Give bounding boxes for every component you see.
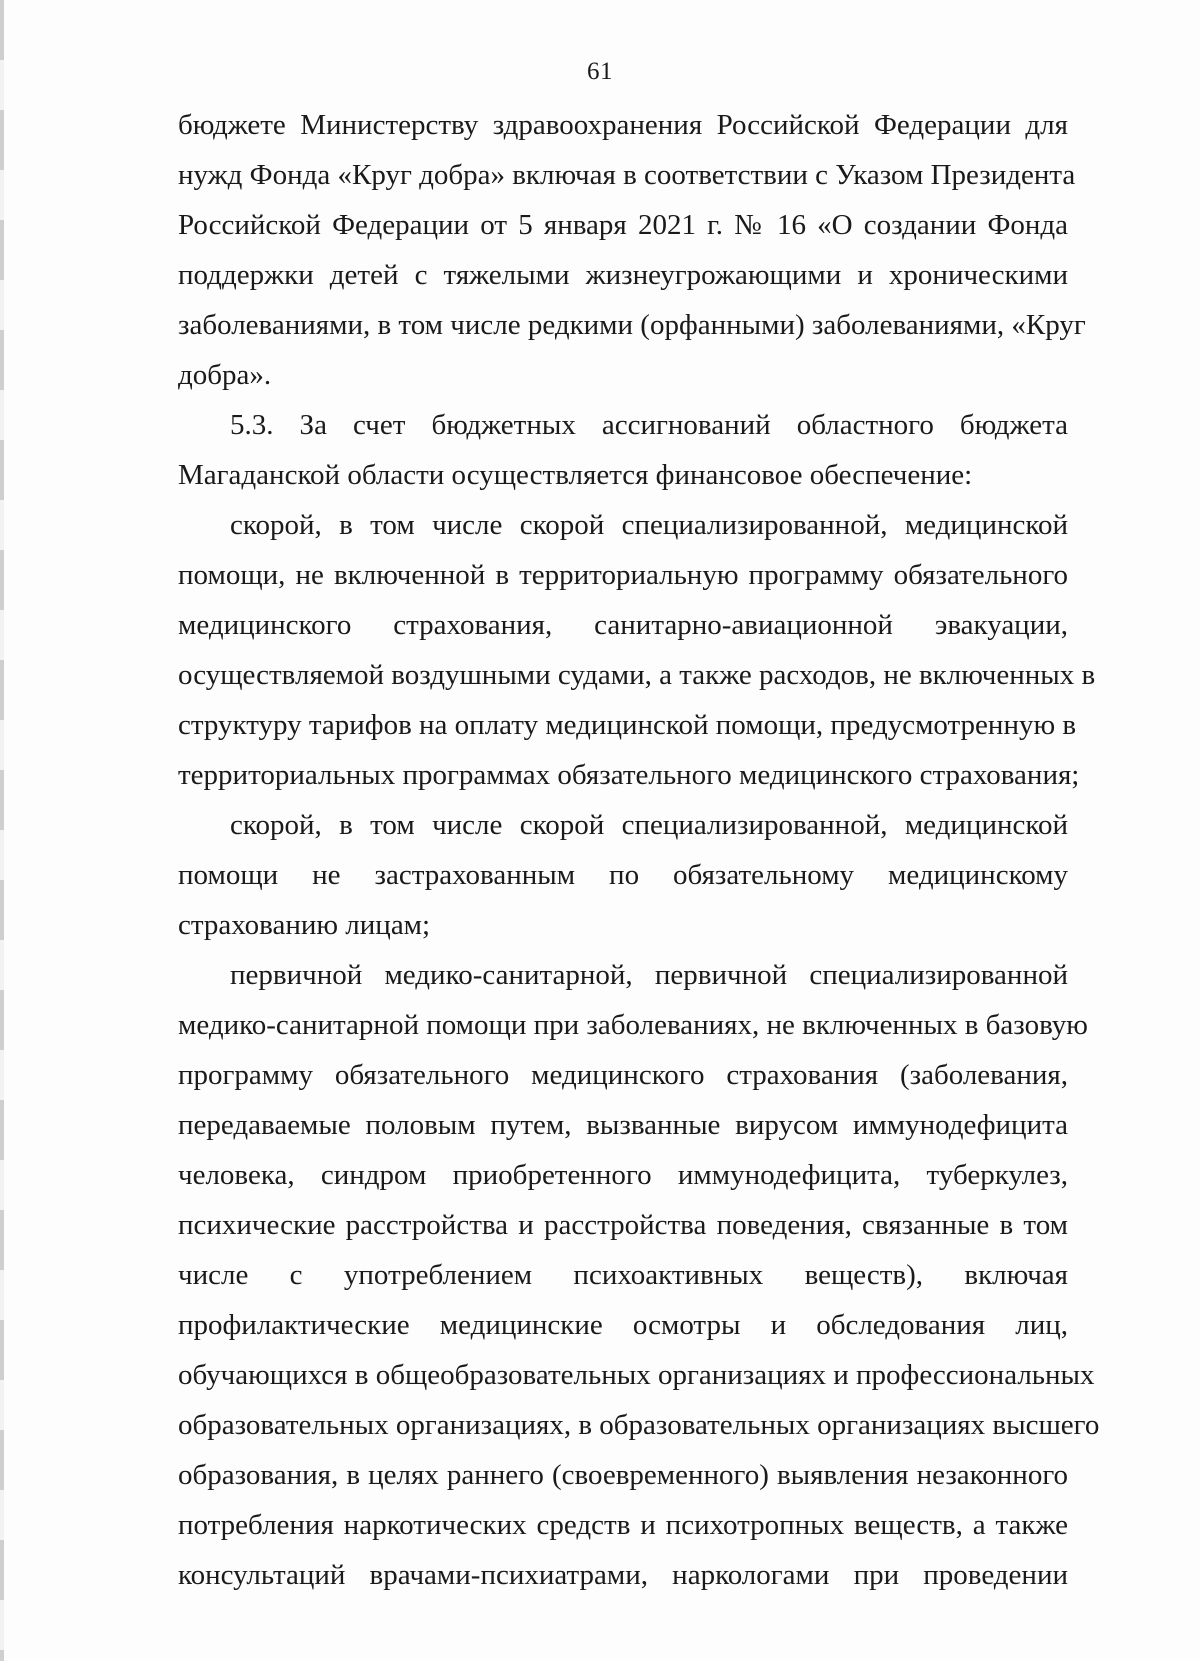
document-body <box>178 100 1100 1600</box>
text-line: образовательных организациях, в образовательных организациях высшего <box>178 1409 1100 1441</box>
text-line: территориальных программах обязательного медицинского страхования; <box>178 759 1080 791</box>
text-line: человека, синдром приобретенного иммунодефицита, туберкулез, <box>178 1159 1068 1191</box>
scan-edge <box>0 0 4 1661</box>
text-line: 5.3. За счет бюджетных ассигнований областного бюджета <box>230 409 1068 441</box>
text-line: медико-санитарной помощи при заболеваниях, не включенных в базовую <box>178 1009 1088 1041</box>
text-line: структуру тарифов на оплату медицинской помощи, предусмотренную в <box>178 709 1077 741</box>
text-line: Российской Федерации от 5 января 2021 г. № 16 «О создании Фонда <box>178 209 1068 241</box>
text-line: первичной медико-санитарной, первичной специализированной <box>230 959 1068 991</box>
text-line: страхованию лицам; <box>178 909 431 941</box>
text-line: профилактические медицинские осмотры и обследования лиц, <box>178 1309 1068 1341</box>
text-line: помощи, не включенной в территориальную программу обязательного <box>178 559 1068 591</box>
text-line: консультаций врачами-психиатрами, наркологами при проведении <box>178 1559 1068 1591</box>
text-line: психические расстройства и расстройства поведения, связанные в том <box>178 1209 1068 1241</box>
page-number: 61 <box>587 58 613 85</box>
text-line: нужд Фонда «Круг добра» включая в соответствии с Указом Президента <box>178 159 1076 191</box>
text-line: Магаданской области осуществляется финансовое обеспечение: <box>178 459 973 491</box>
text-line: помощи не застрахованным по обязательному медицинскому <box>178 859 1068 891</box>
text-line: передаваемые половым путем, вызванные вирусом иммунодефицита <box>178 1109 1068 1141</box>
text-line: заболеваниями, в том числе редкими (орфанными) заболеваниями, «Круг <box>178 309 1086 341</box>
text-line: программу обязательного медицинского страхования (заболевания, <box>178 1059 1068 1091</box>
text-line: медицинского страхования, санитарно-авиационной эвакуации, <box>178 609 1068 641</box>
text-line: добра». <box>178 359 272 391</box>
text-line: числе с употреблением психоактивных веществ), включая <box>178 1259 1068 1291</box>
text-line: обучающихся в общеобразовательных организациях и профессиональных <box>178 1359 1095 1391</box>
text-line: осуществляемой воздушными судами, а также расходов, не включенных в <box>178 659 1096 691</box>
text-line: бюджете Министерству здравоохранения Российской Федерации для <box>178 109 1068 141</box>
text-line: образования, в целях раннего (своевременного) выявления незаконного <box>178 1459 1068 1491</box>
text-line: скорой, в том числе скорой специализированной, медицинской <box>230 509 1068 541</box>
text-line: потребления наркотических средств и психотропных веществ, а также <box>178 1509 1068 1541</box>
text-line: скорой, в том числе скорой специализированной, медицинской <box>230 809 1068 841</box>
text-line: поддержки детей с тяжелыми жизнеугрожающими и хроническими <box>178 259 1068 291</box>
